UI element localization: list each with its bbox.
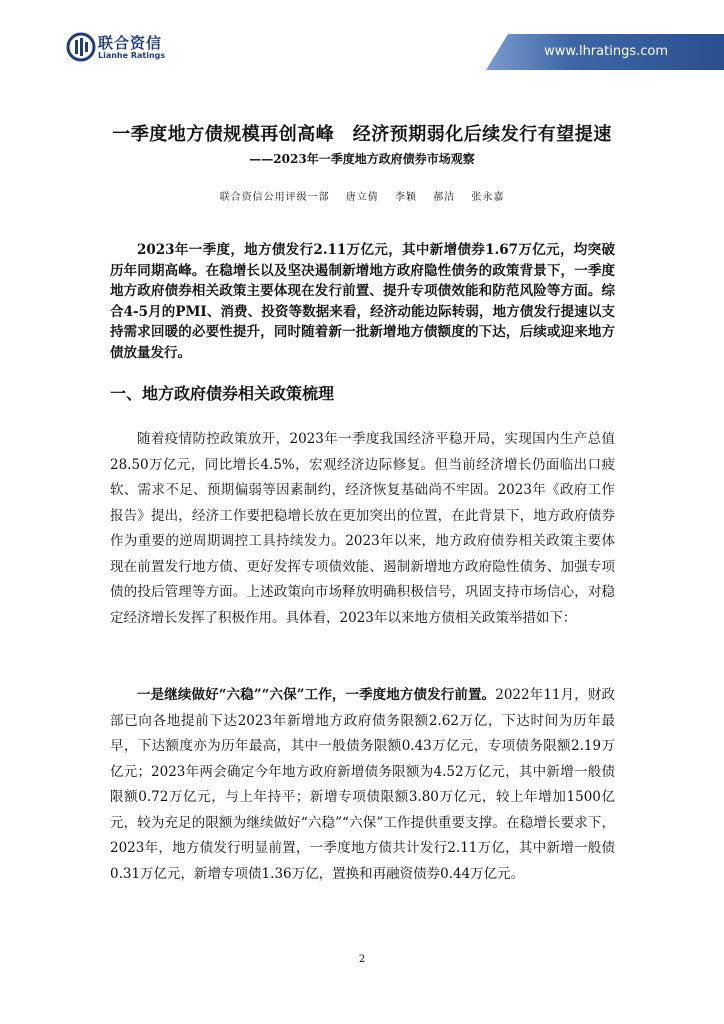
body-paragraph: [110, 683, 615, 887]
author-department: 联合资信公用评级一部: [219, 192, 330, 203]
logo-chinese-name: 联合资信: [98, 34, 163, 52]
author-name: 唐立倩: [345, 192, 379, 203]
body-paragraph: 随着疫情防控政策放开，2023年一季度我国经济平稳开局，实现国内生产总值28.50万亿元，同比增长4.5%，宏观经济边际修复。但当前经济增长仍面临出口疲软、需求不足、预期偏弱等因素制约，经济恢复基础尚不牢固。2023年《政府工作报告》提出，经济工作要把稳增长放在更加突出的位置，在此背景下，地方政府债券作为重要的逆周期调控工具持续发力。2023年以来，地方政府债券相关政策主要体现在前置发行地方债、更好发挥专项债效能、遏制新增地方政府隐性债务、加强专项债的投后管理等方面。上述政策向市场释放明确积极信号，巩固支持市场信心，对稳定经济增长发挥了积极作用。具体看，2023年以来地方债相关政策举措如下：: [110, 431, 615, 626]
author-name: 李颖: [395, 192, 417, 203]
abstract-paragraph: 2023年一季度，地方债发行2.11万亿元，其中新增债券1.67万亿元，均突破历年同期高峰。在稳增长以及坚决遏制新增地方政府隐性债务的政策背景下，一季度地方政府债券相关政策主要体现在发行前置、提升专项债效能和防范风险等方面。综合4-5月的PMI、消费、投资等数据来看，经济动能边际转弱，地方债发行提速以支持需求回暖的必要性提升，同时随着新一批新增地方债额度的下达，后续或迎来地方债放量发行。: [110, 242, 615, 361]
logo-english-name: Lianhe Ratings: [98, 51, 166, 60]
author-name: 郝洁: [433, 192, 456, 203]
header-logo: [66, 30, 176, 66]
section-heading: 一、地方政府债券相关政策梳理: [110, 384, 335, 403]
author-name: 张永嘉: [471, 192, 505, 203]
report-subtitle: ——2023年一季度地方政府债券市场观察: [249, 152, 475, 166]
paragraph-lead: 一是继续做好“六稳”“六保”工作，一季度地方债发行前置。: [137, 687, 496, 703]
lianhe-logo-icon: [66, 32, 96, 62]
author-line: [0, 188, 724, 203]
report-title: 一季度地方债规模再创高峰 经济预期弱化后续发行有望提速: [112, 124, 612, 145]
page-number: 2: [358, 954, 366, 965]
website-url[interactable]: www.lhratings.com: [544, 44, 668, 59]
paragraph-body: 2022年11月，财政部已向各地提前下达2023年新增地方政府债务限额2.62万亿，下达时间为历年最早，下达额度亦为历年最高，其中一般债务限额0.43万亿元，专项债务限额2.19万亿元；2023年两会确定今年地方政府新增债务限额为4.52万亿元，其中新增一般债限额0.72万亿元，与上年持平；新增专项债限额3.80万亿元，较上年增加1500亿元，较为充足的限额为继续做好“六稳”“六保”工作提供重要支撑。在稳增长要求下，2023年，地方债发行明显前置，一季度地方债共计发行2.11万亿，其中新增一般债0.31万亿元，新增专项债1.36万亿，置换和再融资债券0.44万亿元。: [110, 687, 615, 882]
